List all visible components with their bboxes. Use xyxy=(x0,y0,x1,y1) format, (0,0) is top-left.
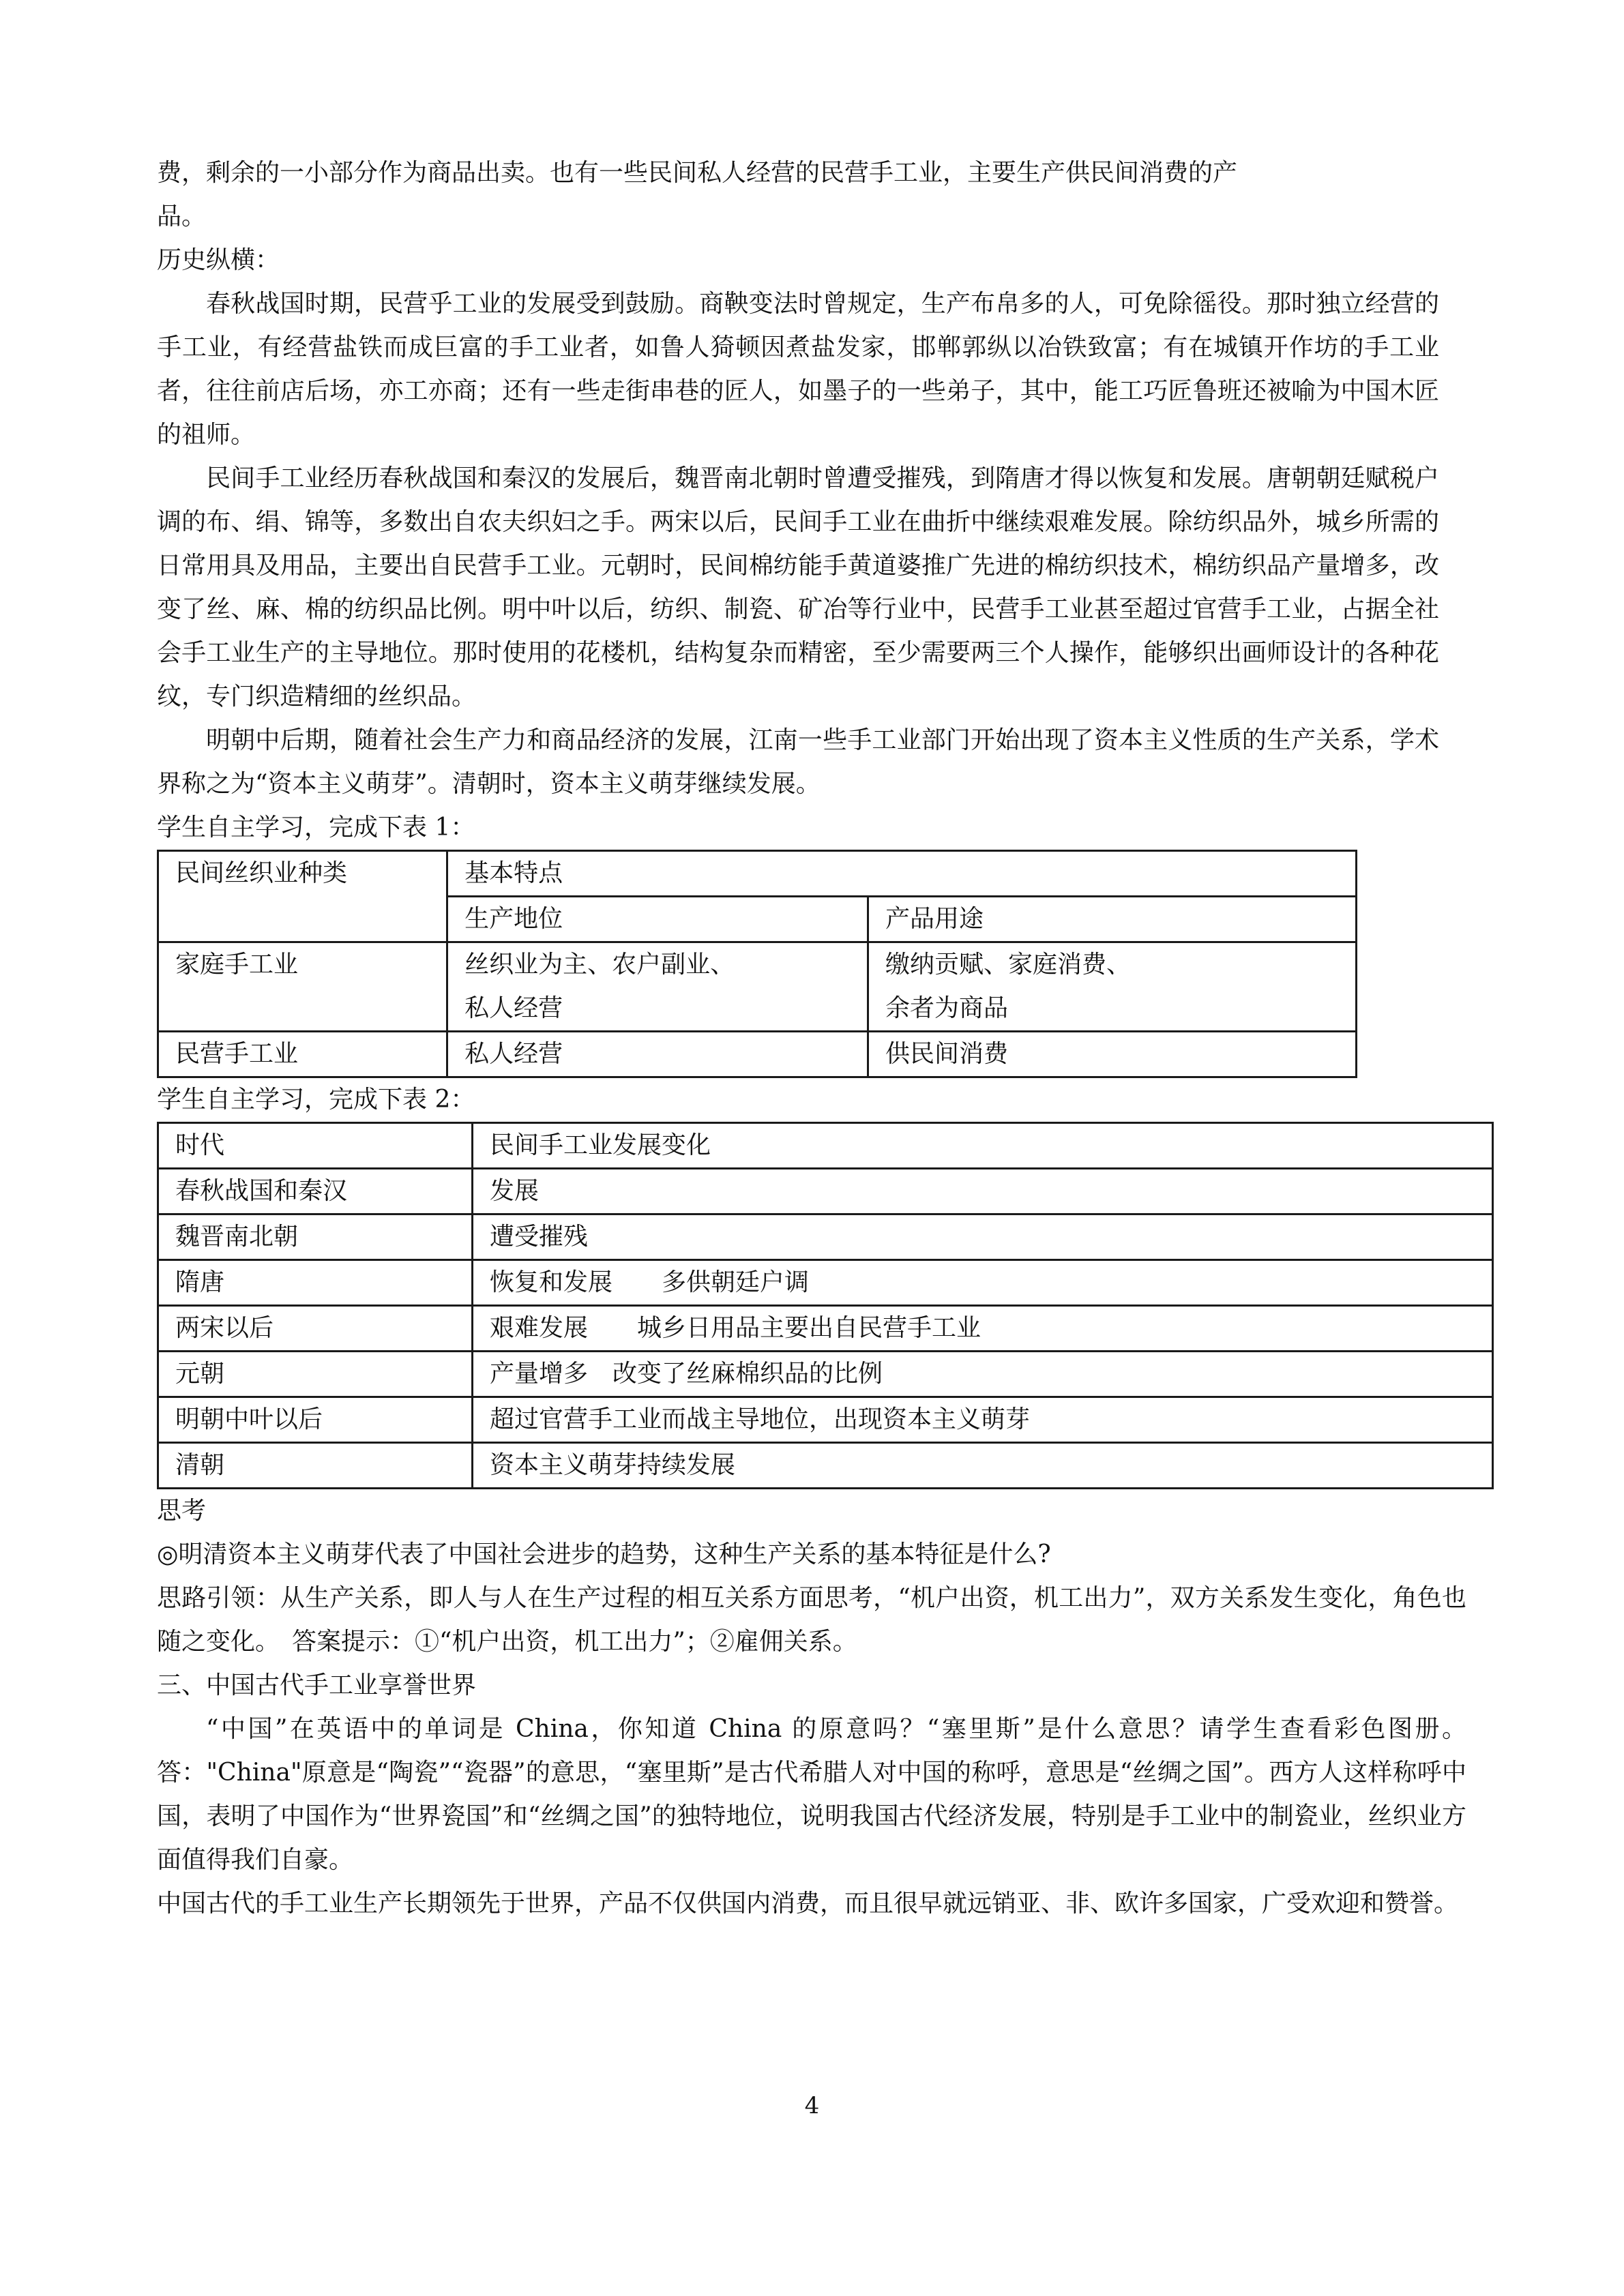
table-cell: 明朝中叶以后 xyxy=(158,1397,473,1443)
table-cell: 元朝 xyxy=(158,1352,473,1397)
table-cell: 超过官营手工业而战主导地位，出现资本主义萌芽 xyxy=(473,1397,1493,1443)
table-cell: 私人经营 xyxy=(447,1032,868,1077)
section3-heading: 三、中国古代手工业享誉世界 xyxy=(157,1671,477,1699)
think-guide: 思路引领：从生产关系，即人与人在生产过程的相互关系方面思考，“机户出资，机工出力”，双方关系发生变化，角色也随之变化。 答案提示：①“机户出资，机工出力”；②雇佣关系。 xyxy=(157,1584,1466,1656)
table-row xyxy=(158,1306,1493,1352)
table-cell: 隋唐 xyxy=(158,1260,473,1306)
table1-caption: 学生自主学习，完成下表 1： xyxy=(157,814,475,841)
section3-paragraph-export: 中国古代的手工业生产长期领先于世界，产品不仅供国内消费，而且很早就远销亚、非、欧许多国家，广受欢迎和赞誉。 xyxy=(157,1890,1459,1918)
table-row xyxy=(158,1260,1493,1306)
table-cell: 资本主义萌芽持续发展 xyxy=(473,1443,1493,1489)
table1-header-use: 产品用途 xyxy=(868,897,1356,942)
table-cell: 民营手工业 xyxy=(158,1032,447,1077)
section3-paragraph-china: “中国”在英语中的单词是 China，你知道 China 的原意吗？“塞里斯”是什么意思？请学生查看彩色图册。答："China"原意是“陶瓷”“瓷器”的意思，“塞里斯”是古代希腊人对中国的称呼，意思是“丝绸之国”。西方人这样称呼中国，表明了中国作为“世界瓷国”和“丝绸之国”的独特地位，说明我国古代经济发展，特别是手工业中的制瓷业，丝织业方面值得我们自豪。 xyxy=(157,1715,1466,1874)
intro-line-2: 品。 xyxy=(157,203,207,230)
paragraph-spring-autumn: 春秋战国时期，民营乎工业的发展受到鼓励。商鞅变法时曾规定，生产布帛多的人，可免除徭役。那时独立经营的手工业，有经营盐铁而成巨富的手工业者，如鲁人猗顿因煮盐发家，邯郸郭纵以冶铁致富；有在城镇开作坊的手工业者，往往前店后场，亦工亦商；还有一些走街串巷的匠人，如墨子的一些弟子，其中，能工巧匠鲁班还被喻为中国木匠的祖师。 xyxy=(157,290,1439,449)
document-page xyxy=(157,151,1494,1926)
table-cell: 两宋以后 xyxy=(158,1306,473,1352)
table-row xyxy=(158,1123,1493,1169)
table-cell xyxy=(868,942,1356,1032)
cell-line: 私人经营 xyxy=(464,994,563,1022)
table-cell: 春秋战国和秦汉 xyxy=(158,1169,473,1214)
intro-line-1: 费，剩余的一小部分作为商品出卖。也有一些民间私人经营的民营手工业，主要生产供民间消费的产 xyxy=(157,159,1238,187)
table2-caption: 学生自主学习，完成下表 2： xyxy=(157,1086,475,1114)
table1-header-features: 基本特点 xyxy=(447,851,1357,897)
table-row xyxy=(158,942,1357,1032)
table-cell: 清朝 xyxy=(158,1443,473,1489)
table-cell: 供民间消费 xyxy=(868,1032,1356,1077)
table-cell xyxy=(447,942,868,1032)
table-row xyxy=(158,1443,1493,1489)
table-row xyxy=(158,1352,1493,1397)
paragraph-folk-handicraft: 民间手工业经历春秋战国和秦汉的发展后，魏晋南北朝时曾遭受摧残，到隋唐才得以恢复和发展。唐朝朝廷赋税户调的布、绢、锦等，多数出自农夫织妇之手。两宋以后，民间手工业在曲折中继续艰难发展。除纺织品外，城乡所需的日常用具及用品，主要出自民营手工业。元朝时，民间棉纺能手黄道婆推广先进的棉纺织技术，棉纺织品产量增多，改变了丝、麻、棉的纺织品比例。明中叶以后，纺织、制瓷、矿冶等行业中，民营手工业甚至超过官营手工业，占据全社会手工业生产的主导地位。那时使用的花楼机，结构复杂而精密，至少需要两三个人操作，能够织出画师设计的各种花纹，专门织造精细的丝织品。 xyxy=(157,464,1439,711)
cell-line: 余者为商品 xyxy=(885,994,1008,1022)
table-row xyxy=(158,1032,1357,1077)
section-heading: 历史纵横： xyxy=(157,246,280,274)
silk-industry-table xyxy=(157,850,1357,1078)
table1-header-type: 民间丝织业种类 xyxy=(158,851,447,942)
table-row xyxy=(158,1169,1493,1214)
table-cell: 恢复和发展 多供朝廷户调 xyxy=(473,1260,1493,1306)
table-cell: 发展 xyxy=(473,1169,1493,1214)
cell-line: 缴纳贡赋、家庭消费、 xyxy=(885,951,1131,979)
table-row xyxy=(158,1397,1493,1443)
table-cell: 产量增多 改变了丝麻棉织品的比例 xyxy=(473,1352,1493,1397)
table-cell: 遭受摧残 xyxy=(473,1214,1493,1260)
table-cell: 艰难发展 城乡日用品主要出自民营手工业 xyxy=(473,1306,1493,1352)
think-question: ◎明清资本主义萌芽代表了中国社会进步的趋势，这种生产关系的基本特征是什么? xyxy=(157,1540,1051,1568)
table1-header-status: 生产地位 xyxy=(447,897,868,942)
table2-header-change: 民间手工业发展变化 xyxy=(473,1123,1493,1169)
table-cell: 魏晋南北朝 xyxy=(158,1214,473,1260)
table-row xyxy=(158,851,1357,897)
table2-header-era: 时代 xyxy=(158,1123,473,1169)
paragraph-capitalism-sprouts: 明朝中后期，随着社会生产力和商品经济的发展，江南一些手工业部门开始出现了资本主义性质的生产关系，学术界称之为“资本主义萌芽”。清朝时，资本主义萌芽继续发展。 xyxy=(157,726,1439,798)
table-row xyxy=(158,1214,1493,1260)
cell-line: 丝织业为主、农户副业、 xyxy=(464,951,735,979)
think-heading: 思考 xyxy=(157,1497,207,1525)
era-development-table xyxy=(157,1122,1494,1489)
table-cell: 家庭手工业 xyxy=(158,942,447,1032)
page-number: 4 xyxy=(804,2092,820,2119)
